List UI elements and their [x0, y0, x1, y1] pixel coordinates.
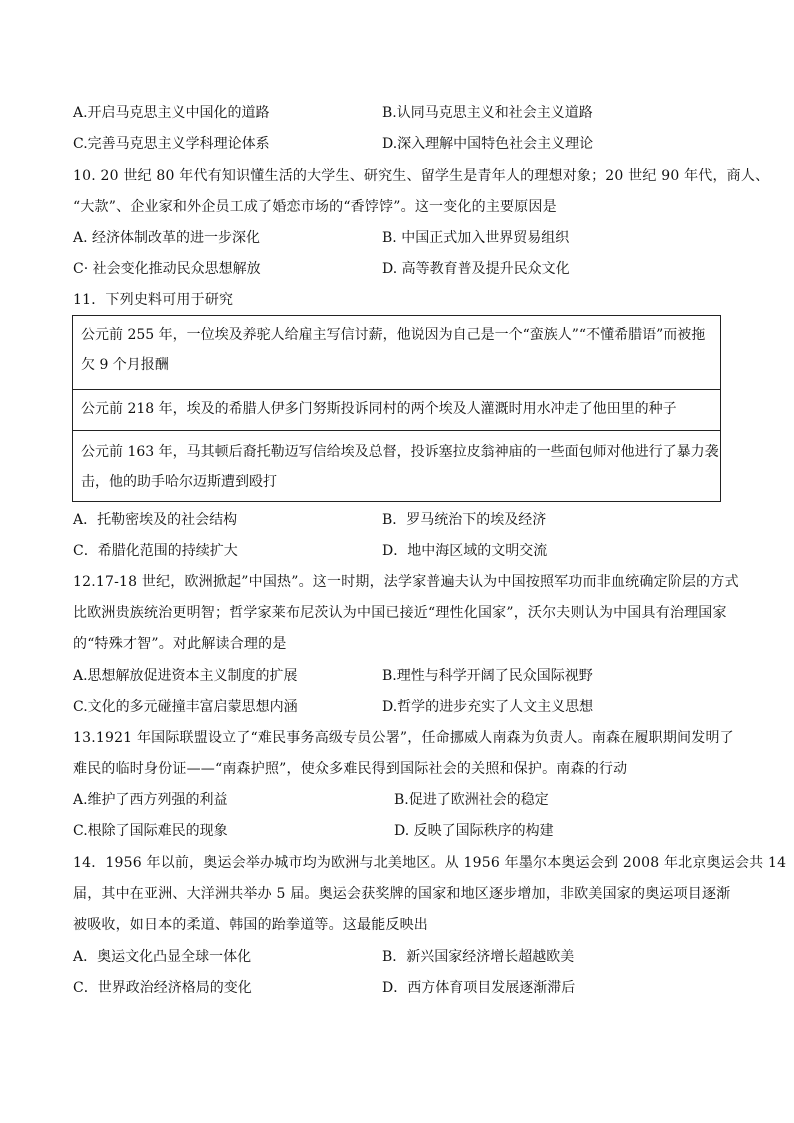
q9-option-d: D.深入理解中国特色社会主义理论 [382, 136, 594, 152]
q11-source-table [72, 315, 721, 502]
q10-option-b: B. 中国正式加入世界贸易组织 [382, 230, 570, 246]
q9-option-a: A.开启马克思主义中国化的道路 [73, 105, 270, 121]
q14-stem-line-2: 届，其中在亚洲、大洋洲共举办 5 届。奥运会获奖牌的国家和地区逐步增加，非欧美国家的奥运项目逐渐 [73, 886, 731, 902]
q10-option-a: A. 经济体制改革的进一步深化 [73, 230, 261, 246]
q11-stem: 11．下列史料可用于研究 [73, 292, 234, 308]
q13-option-d: D. 反映了国际秩序的构建 [394, 823, 554, 839]
q13-option-c: C.根除了国际难民的现象 [73, 823, 228, 839]
q11-option-b: B．罗马统治下的埃及经济 [382, 512, 547, 528]
q10-option-d: D. 高等教育普及提升民众文化 [382, 261, 570, 277]
q12-option-a: A.思想解放促进资本主义制度的扩展 [73, 668, 298, 684]
q9-option-b: B.认同马克思主义和社会主义道路 [382, 105, 593, 121]
q13-stem-line-2: 难民的临时身份证——“南森护照”，使众多难民得到国际社会的关照和保护。南森的行动 [73, 761, 628, 777]
q14-stem-line-3: 被吸收，如日本的柔道、韩国的跆拳道等。这最能反映出 [73, 917, 428, 933]
q11-option-c: C．希腊化范围的持续扩大 [73, 543, 238, 559]
q11-source-row-3-line-2: 击，他的助手哈尔迈斯遭到殴打 [81, 474, 277, 490]
q12-option-c: C.文化的多元碰撞丰富启蒙思想内涵 [73, 699, 298, 715]
q13-stem-line-1: 13.1921 年国际联盟设立了“难民事务高级专员公署”，任命挪威人南森为负责人。南森在履职期间发明了 [73, 730, 734, 746]
q12-stem-line-3: 的“特殊才智”。对此解读合理的是 [73, 636, 287, 652]
q13-option-b: B.促进了欧洲社会的稳定 [394, 792, 549, 808]
q11-source-row-1-line-2: 欠 9 个月报酬 [81, 357, 169, 373]
q14-option-c: C．世界政治经济格局的变化 [73, 980, 252, 996]
q11-option-d: D．地中海区域的文明交流 [382, 543, 548, 559]
q11-source-row-2 [73, 389, 720, 429]
q12-option-b: B.理性与科学开阔了民众国际视野 [382, 668, 593, 684]
q11-source-row-3-line-1: 公元前 163 年，马其顿后裔托勒迈写信给埃及总督，投诉塞拉皮翁神庙的一些面包师对他进行了暴力袭 [81, 444, 719, 460]
q12-option-d: D.哲学的进步充实了人文主义思想 [382, 699, 594, 715]
q14-stem-line-1: 14．1956 年以前，奥运会举办城市均为欧洲与北美地区。从 1956 年墨尔本奥运会到 2008 年北京奥运会共 14 [73, 855, 787, 871]
q10-stem-line-2: “大款”、企业家和外企员工成了婚恋市场的“香饽饽”。这一变化的主要原因是 [73, 199, 557, 215]
q13-option-a: A.维护了西方列强的利益 [73, 792, 228, 808]
q11-source-row-1 [73, 320, 720, 388]
q11-source-row-1-line-1: 公元前 255 年，一位埃及养驼人给雇主写信讨薪，他说因为自己是一个“蛮族人”“不懂希腊语”而被拖 [81, 327, 706, 343]
q14-option-b: B．新兴国家经济增长超越欧美 [382, 949, 575, 965]
q12-stem-line-1: 12.17-18 世纪，欧洲掀起”中国热”。这一时期，法学家普遍夫认为中国按照军功而非血统确定阶层的方式 [73, 574, 739, 590]
q10-stem-line-1: 10. 20 世纪 80 年代有知识懂生活的大学生、研究生、留学生是青年人的理想对象；20 世纪 90 年代，商人、 [73, 168, 770, 184]
q10-option-c: C· 社会变化推动民众思想解放 [73, 261, 261, 277]
q12-stem-line-2: 比欧洲贵族统治更明智；哲学家莱布尼茨认为中国已接近“理性化国家”，沃尔夫则认为中国具有治理国家 [73, 605, 727, 621]
q9-option-c: C.完善马克思主义学科理论体系 [73, 136, 270, 152]
q14-option-d: D．西方体育项目发展逐渐滞后 [382, 980, 576, 996]
q11-source-row-2-line-1: 公元前 218 年，埃及的希腊人伊多门努斯投诉同村的两个埃及人灌溉时用水冲走了他田里的种子 [81, 401, 677, 417]
q11-option-a: A．托勒密埃及的社会结构 [73, 512, 238, 528]
q14-option-a: A．奥运文化凸显全球一体化 [73, 949, 252, 965]
q11-source-row-3 [73, 430, 720, 502]
